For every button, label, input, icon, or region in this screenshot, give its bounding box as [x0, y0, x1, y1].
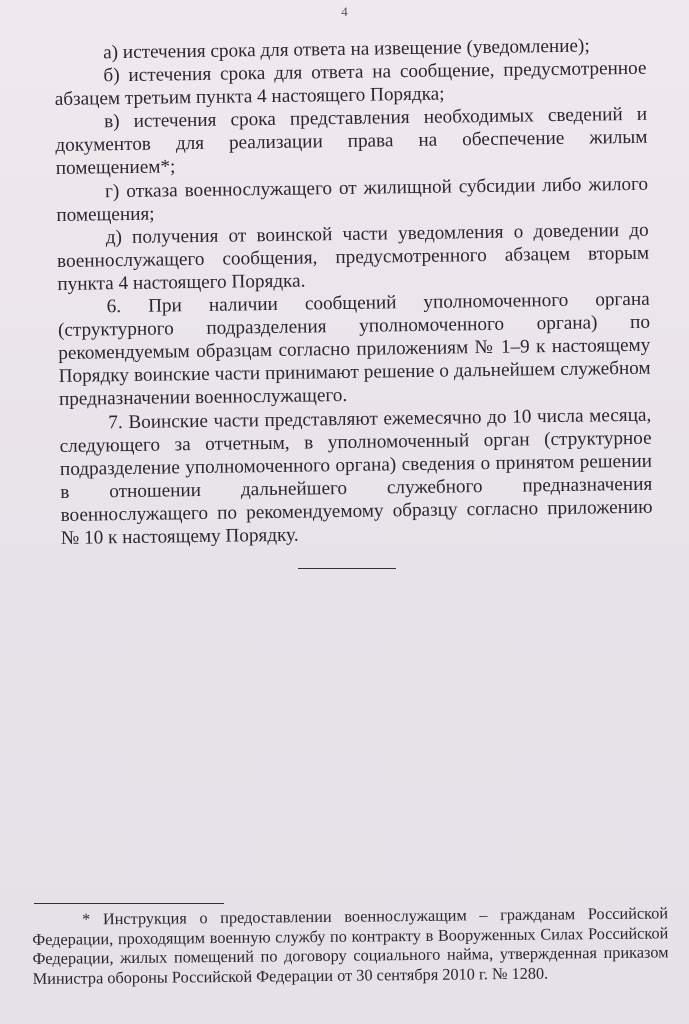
- page-number: 4: [341, 4, 348, 19]
- footnote: [32, 903, 669, 988]
- paragraph-v: в) истечения срока представления необходимых сведений и документов для реализации права на обеспечение жилым помещением*;: [55, 104, 648, 180]
- footnote-rule: [34, 903, 224, 904]
- paragraph-7: 7. Воинские части представляют ежемесячно до 10 числа месяца, следующего за отчетным, в уполномоченный орган (структурное подразделение уполномоченного органа) сведения о принятом решении в отношении дальнейшего служебного предназначения военнослужащего по рекомендуемому образцу согласно приложению № 10 к настоящему Порядку.: [59, 404, 653, 549]
- paragraph-d: д) получения от воинской части уведомления о доведении до военнослужащего сообщения, предусмотренного абзацем вторым пункта 4 настоящего Порядка.: [56, 219, 650, 295]
- body-text: [54, 34, 653, 550]
- paragraph-6: 6. При наличии сообщений уполномоченного органа (структурного подразделения уполномоченного органа) по рекомендуемым образцам согласно приложениям № 1–9 к настоящему Порядку воинские части принимают решение о дальнейшем служебном предназначении военнослужащего.: [57, 288, 651, 411]
- paragraph-a: а) истечения срока для ответа на извещение (уведомление);: [103, 35, 590, 64]
- paragraph-b: б) истечения срока для ответа на сообщение, предусмотренное абзацем третьим пункта 4 настоящего Порядка;: [54, 57, 647, 111]
- footnote-text: * Инструкция о предоставлении военнослужащим – гражданам Российской Федерации, проходящим военную службу по контракту в Вооруженных Силах Российской Федерации, жилых помещений по договору социального найма, утвержденная приказом Министра обороны Российской Федерации от 30 сентября 2010 г. № 1280.: [32, 903, 669, 988]
- end-divider: [298, 568, 396, 569]
- paragraph-g: г) отказа военнослужащего от жилищной субсидии либо жилого помещения;: [56, 173, 649, 226]
